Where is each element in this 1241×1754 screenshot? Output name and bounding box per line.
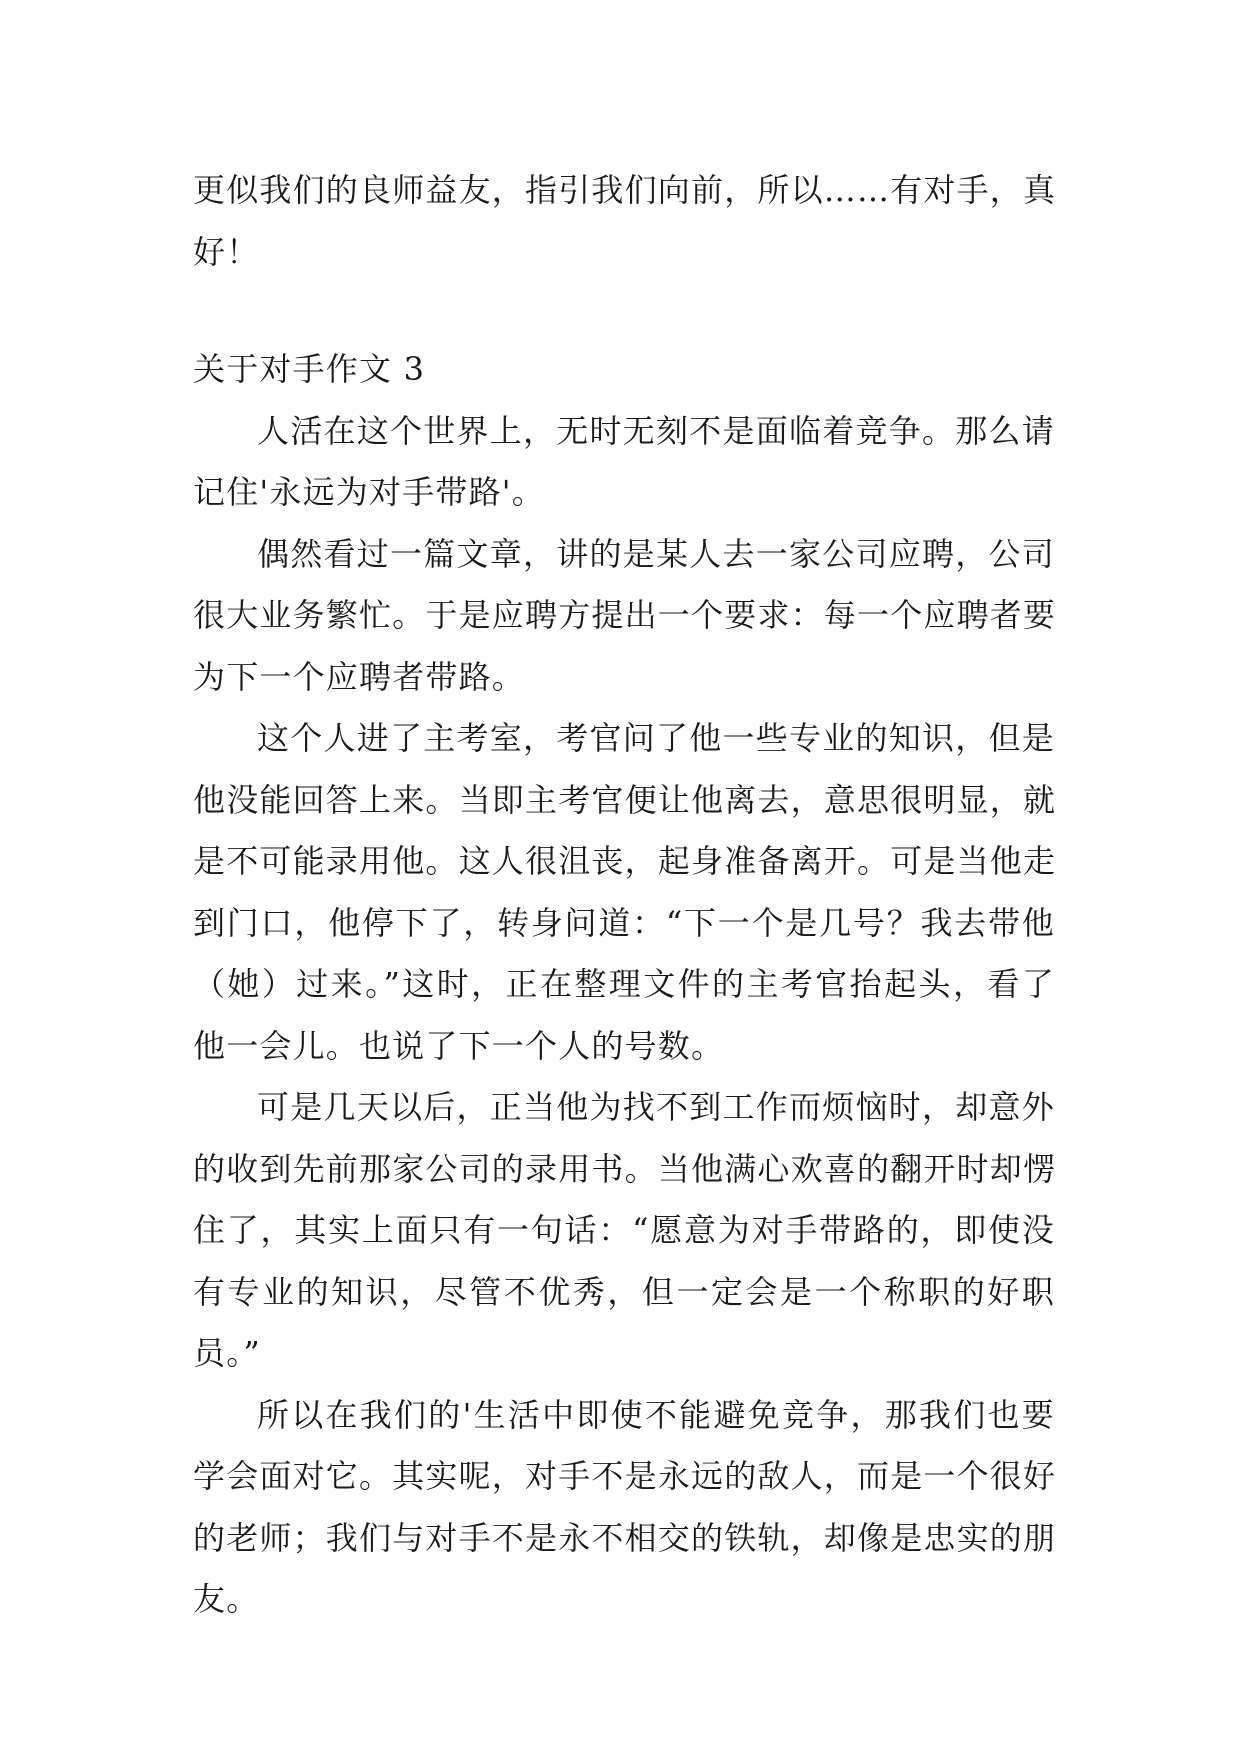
- text-line: 员。”: [193, 1334, 261, 1372]
- text-line: 学会面对它。其实呢，对手不是永远的敌人，而是一个很好: [193, 1457, 1057, 1495]
- text-line: 偶然看过一篇文章，讲的是某人去一家公司应聘，公司: [257, 534, 1055, 573]
- text-line: 是不可能录用他。这人很沮丧，起身准备离开。可是当他走: [193, 842, 1057, 880]
- text-line: 记住'永远为对手带路'。: [193, 473, 545, 511]
- paragraph-4: [193, 1077, 1055, 1385]
- text-line: 这个人进了主考室，考官问了他一些专业的知识，但是: [257, 719, 1055, 757]
- text-line: 所以在我们的'生活中即使不能避免竞争，那我们也要: [257, 1395, 1055, 1434]
- text-line: 他一会儿。也说了下一个人的号数。: [193, 1026, 725, 1065]
- intro-paragraph: [193, 160, 1055, 283]
- text-line: 住了，其实上面只有一句话：“愿意为对手带路的，即使没: [193, 1211, 1055, 1249]
- paragraph-5: [193, 1385, 1055, 1631]
- paragraph-3: [193, 708, 1055, 1077]
- text-line: 很大业务繁忙。于是应聘方提出一个要求：每一个应聘者要: [193, 596, 1057, 634]
- text-line: （她）过来。”这时，正在整理文件的主考官抬起头，看了: [193, 965, 1055, 1003]
- document-body: [193, 160, 1055, 1631]
- section-gap: [193, 283, 1055, 339]
- text-line: 为下一个应聘者带路。: [193, 657, 526, 696]
- text-line: 可是几天以后，正当他为找不到工作而烦恼时，却意外: [257, 1088, 1055, 1126]
- paragraph-1: [193, 401, 1055, 524]
- text-line: 有专业的知识，尽管不优秀，但一定会是一个称职的好职: [193, 1272, 1055, 1311]
- text-line: 到门口，他停下了，转身问道：“下一个是几号？我去带他: [193, 903, 1055, 942]
- text-line: 友。: [193, 1580, 260, 1618]
- text-line: 他没能回答上来。当即主考官便让他离去，意思很明显，就: [193, 780, 1057, 819]
- text-line: 更似我们的良师益友，指引我们向前，所以……有对手，真: [193, 171, 1057, 209]
- text-line: 的收到先前那家公司的录用书。当他满心欢喜的翻开时却愣: [193, 1149, 1057, 1188]
- paragraph-2: [193, 524, 1055, 709]
- text-line: 好！: [193, 232, 260, 271]
- text-line: 人活在这个世界上，无时无刻不是面临着竞争。那么请: [257, 411, 1055, 450]
- text-line: 的老师；我们与对手不是永不相交的铁轨，却像是忠实的朋: [193, 1518, 1057, 1557]
- section-title: 关于对手作文 3: [193, 350, 426, 388]
